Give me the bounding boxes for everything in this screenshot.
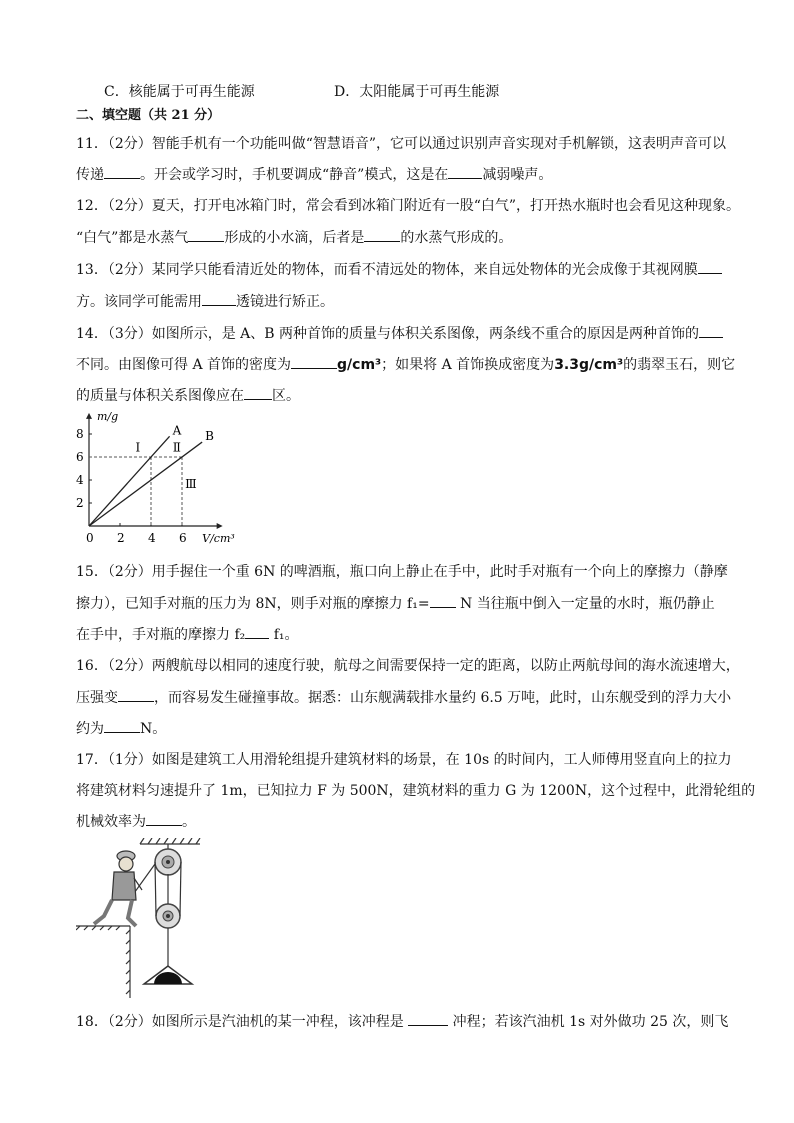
q12-blank2 [364, 229, 400, 242]
q11-line2: 传递 。开会或学习时，手机要调成“静音”模式，这是在 减弱噪声。 [76, 167, 553, 183]
q14-blank1 [699, 325, 723, 338]
q13-blank1 [698, 261, 722, 274]
fixed-pulley [155, 849, 181, 875]
y-axis-label: m/g [97, 412, 119, 424]
q18-blank1 [408, 1013, 448, 1026]
ground-ledge [76, 926, 130, 998]
q16-blank1 [118, 689, 154, 702]
series-line-a [89, 436, 170, 526]
x-axis-label: V/cm³ [202, 532, 235, 545]
q11-blank1 [104, 166, 140, 179]
q14-blank2 [291, 356, 337, 369]
q15-line3: 在手中，手对瓶的摩擦力 f₂ f₁。 [76, 627, 299, 643]
q14-line1: 14．（3分）如图所示，是 A、B 两种首饰的质量与体积关系图像，两条线不重合的原因是两种首饰的 [76, 324, 723, 344]
q14-blank3 [244, 387, 272, 400]
load-weight [144, 966, 192, 984]
y-tick-label: 6 [76, 450, 84, 464]
region-label: Ⅱ [172, 440, 181, 455]
q15-line1: 15．（2分）用手握住一个重 6N 的啤酒瓶，瓶口向上静止在手中，此时手对瓶有一个向上的摩擦力（静摩 [76, 564, 728, 580]
q16-line2: 压强变 ，而容易发生碰撞事故。据悉：山东舰满载排水量约 6.5 万吨，此时，山东舰受到的浮力大小 [76, 690, 732, 706]
q15-blank2 [245, 626, 269, 639]
q17-line1: 17．（1分）如图是建筑工人用滑轮组提升建筑材料的场景，在 10s 的时间内，工人师傅用竖直向上的拉力 [76, 752, 732, 768]
y-axis-arrow [86, 413, 92, 419]
y-tick-label: 4 [76, 473, 84, 487]
section-title: 二、填空题（共 21 分） [76, 108, 221, 123]
q16-blank2 [104, 720, 140, 733]
q17-line3: 机械效率为 。 [76, 814, 196, 830]
q13-line1: 13．（2分）某同学只能看清近处的物体，而看不清远处的物体，来自远处物体的光会成像于其视网膜 [76, 260, 722, 280]
option-d: D．太阳能属于可再生能源 [334, 84, 500, 100]
pulley-illustration [76, 838, 226, 1000]
q17-line2: 将建筑材料匀速提升了 1m，已知拉力 F 为 500N，建筑材料的重力 G 为 1200N，这个过程中，此滑轮组的 [76, 783, 756, 799]
q15-blank1 [430, 595, 456, 608]
q15-line2: 擦力），已知手对瓶的压力为 8N，则手对瓶的摩擦力 f₁= N 当往瓶中倒入一定量的水时，瓶仍静止 [76, 596, 715, 612]
movable-pulley [156, 904, 180, 928]
q11-blank2 [448, 166, 482, 179]
q16-line1: 16．（2分）两艘航母以相同的速度行驶，航母之间需要保持一定的距离，以防止两航母间的海水流速增大， [76, 658, 740, 674]
y-tick-label: 8 [76, 427, 84, 441]
series-label-b: B [205, 429, 214, 444]
x-tick-label: 6 [179, 531, 187, 545]
ceiling-support [140, 838, 200, 850]
series-label-a: A [172, 423, 182, 438]
x-tick-label: 4 [148, 531, 156, 545]
q17-blank1 [146, 813, 182, 826]
mass-volume-chart [70, 412, 240, 552]
q16-line3: 约为 N。 [76, 721, 167, 737]
x-tick-label: 0 [86, 531, 94, 545]
q12-line1: 12．（2分）夏天，打开电冰箱门时，常会看到冰箱门附近有一股“白气”，打开热水瓶时也会看见这种现象。 [76, 198, 741, 214]
q13-line2: 方。该同学可能需用 透镜进行矫正。 [76, 294, 334, 310]
q18-line1: 18．（2分）如图所示是汽油机的某一冲程，该冲程是 冲程；若该汽油机 1s 对外做功 25 次，则飞 [76, 1014, 729, 1030]
q11-line1: 11．（2分）智能手机有一个功能叫做“智慧语音”，它可以通过识别声音实现对手机解锁，这表明声音可以 [76, 136, 727, 152]
q13-blank2 [202, 293, 236, 306]
region-label: Ⅲ [185, 477, 197, 492]
y-tick-label: 2 [76, 496, 84, 510]
option-c: C．核能属于可再生能源 [104, 84, 255, 100]
q14-line2: 不同。由图像可得 A 首饰的密度为 g/cm³；如果将 A 首饰换成密度为3.3g/cm³的翡翠玉石，则它 [76, 357, 736, 373]
q12-line2: “白气”都是水蒸气 形成的小水滴，后者是 的水蒸气形成的。 [76, 230, 513, 246]
x-tick-label: 2 [117, 531, 125, 545]
q12-blank1 [188, 229, 224, 242]
worker-figure [94, 851, 142, 926]
q14-line3: 的质量与体积关系图像应在 区。 [76, 388, 300, 404]
x-axis-arrow [217, 523, 223, 529]
region-label: Ⅰ [135, 440, 141, 455]
